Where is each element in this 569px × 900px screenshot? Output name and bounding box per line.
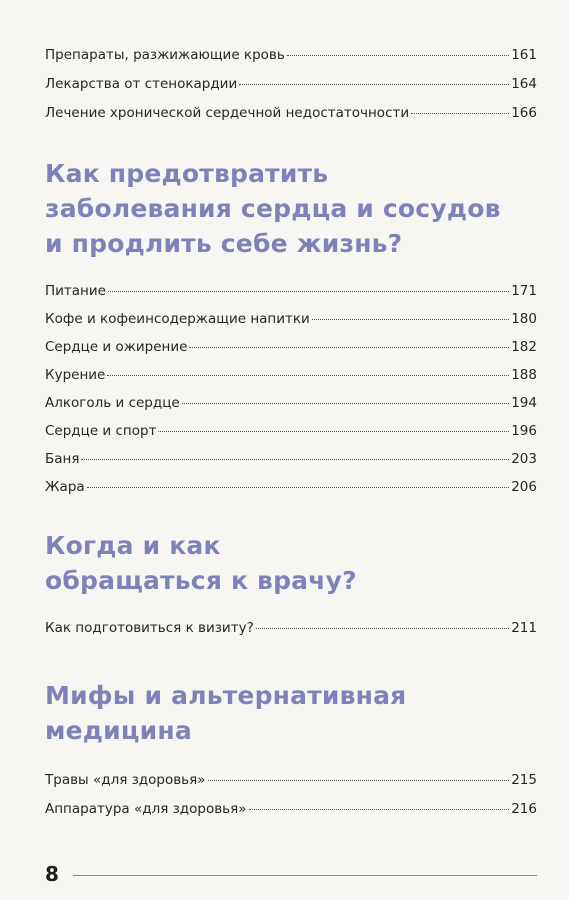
toc-entry-page: 164 [511, 76, 537, 92]
toc-leader-dots [182, 403, 510, 404]
section-heading [45, 156, 537, 261]
page-footer [45, 862, 537, 886]
toc-leader-dots [256, 628, 509, 629]
section-heading [45, 528, 537, 598]
section-heading [45, 678, 537, 748]
page-number: 8 [45, 862, 59, 886]
toc-entry-page: 196 [511, 423, 537, 439]
toc-entry-page: 203 [511, 451, 537, 467]
toc-entry-page: 161 [511, 47, 537, 63]
toc-entry-title: Алкоголь и сердце [45, 395, 180, 411]
toc-entry[interactable] [45, 365, 537, 385]
toc-entry-page: 211 [511, 620, 537, 636]
toc-entry-page: 182 [511, 339, 537, 355]
toc-entry-page: 188 [511, 367, 537, 383]
toc-leader-dots [87, 487, 510, 488]
toc-entry-title: Питание [45, 283, 106, 299]
toc-entry-title: Лечение хронической сердечной недостаточности [45, 105, 410, 121]
toc-entry-title: Препараты, разжижающие кровь [45, 47, 285, 63]
toc-entry-page: 215 [511, 772, 537, 788]
toc-entry-title: Баня [45, 451, 80, 467]
toc-entry-page: 194 [511, 395, 537, 411]
toc-entry-title: Жара [45, 479, 85, 495]
toc-entry[interactable] [45, 770, 537, 790]
toc-entry-page: 171 [511, 283, 537, 299]
toc-leader-dots [208, 780, 510, 781]
toc-leader-dots [108, 291, 509, 292]
section-heading-line: Как предотвратить [45, 159, 329, 188]
toc-entry-page: 216 [511, 801, 537, 817]
toc-entry[interactable] [45, 393, 537, 413]
toc-leader-dots [189, 347, 509, 348]
toc-entry[interactable] [45, 103, 537, 123]
section-heading-line: Когда и как [45, 531, 221, 560]
toc-entry-title: Сердце и ожирение [45, 339, 188, 355]
toc-entry[interactable] [45, 45, 537, 65]
toc-leader-dots [107, 375, 509, 376]
toc-entry-page: 180 [511, 311, 537, 327]
footer-rule [73, 875, 537, 876]
toc-entry-title: Лекарства от стенокардии [45, 76, 238, 92]
toc-leader-dots [249, 809, 510, 810]
toc-entry[interactable] [45, 309, 537, 329]
toc-entry[interactable] [45, 281, 537, 301]
section-heading-line: заболевания сердца и сосудов [45, 194, 501, 223]
table-of-contents-page [45, 0, 537, 900]
toc-entry-title: Как подготовиться к визиту? [45, 620, 254, 636]
toc-entry[interactable] [45, 799, 537, 819]
toc-entry-title: Курение [45, 367, 106, 383]
toc-leader-dots [239, 84, 509, 85]
section-heading-line: обращаться к врачу? [45, 566, 357, 595]
toc-entry-title: Сердце и спорт [45, 423, 157, 439]
toc-entry-page: 166 [511, 105, 537, 121]
toc-entry-page: 206 [511, 479, 537, 495]
toc-entry[interactable] [45, 477, 537, 497]
toc-entry[interactable] [45, 421, 537, 441]
toc-leader-dots [411, 113, 509, 114]
toc-leader-dots [287, 55, 509, 56]
toc-entry-title: Кофе и кофеинсодержащие напитки [45, 311, 310, 327]
toc-entry[interactable] [45, 74, 537, 94]
toc-leader-dots [158, 431, 509, 432]
section-heading-line: медицина [45, 716, 192, 745]
section-heading-line: и продлить себе жизнь? [45, 229, 403, 258]
toc-entry-title: Травы «для здоровья» [45, 772, 206, 788]
section-heading-line: Мифы и альтернативная [45, 681, 407, 710]
toc-entry[interactable] [45, 449, 537, 469]
toc-entry[interactable] [45, 618, 537, 638]
toc-leader-dots [81, 459, 509, 460]
toc-leader-dots [312, 319, 509, 320]
toc-entry[interactable] [45, 337, 537, 357]
toc-entry-title: Аппаратура «для здоровья» [45, 801, 247, 817]
